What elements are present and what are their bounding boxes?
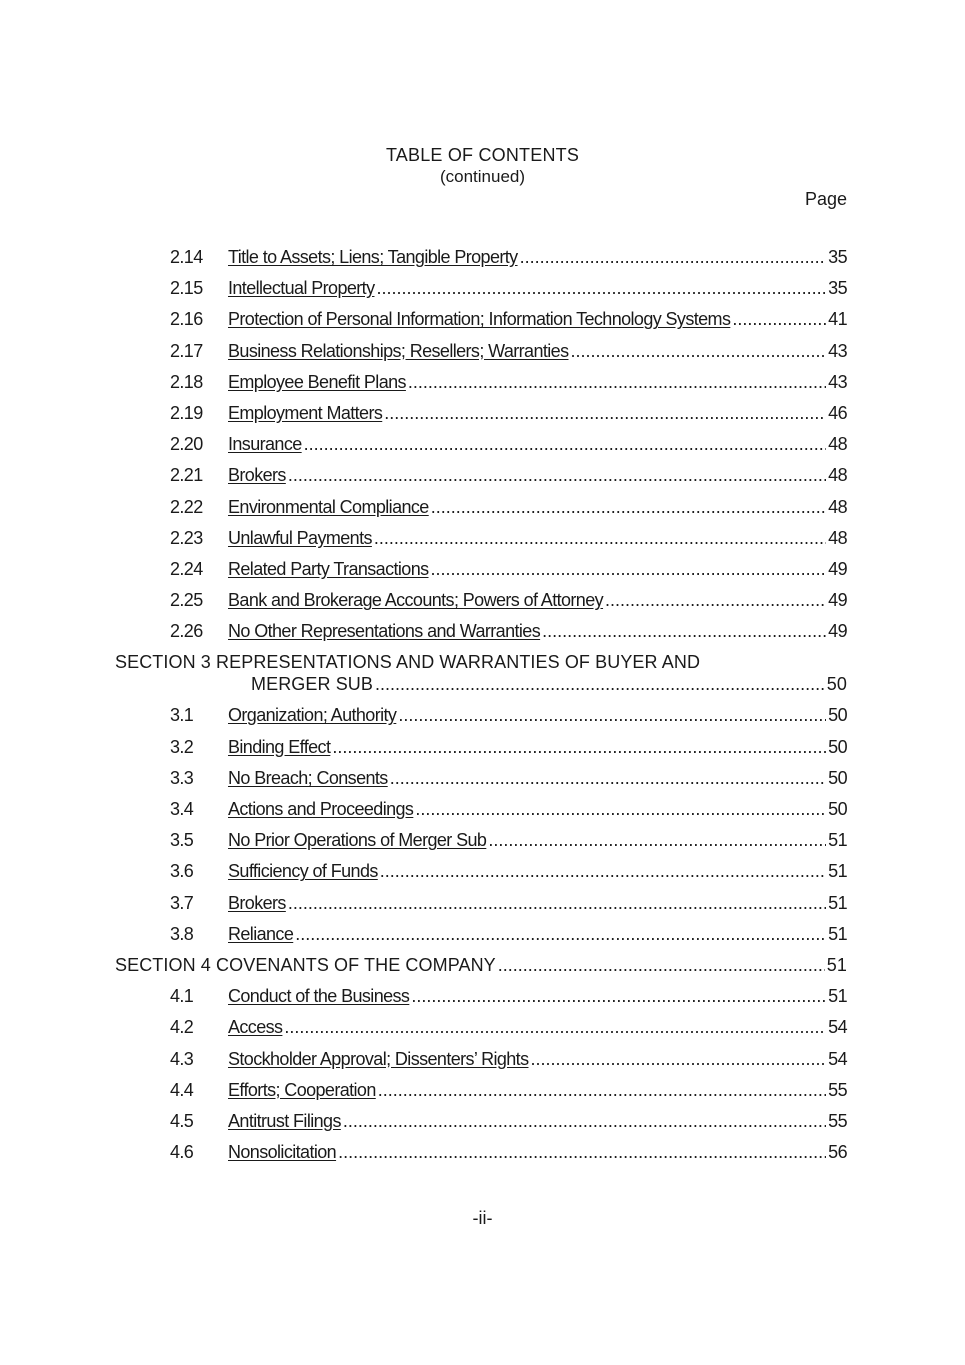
page-column-label: Page [804, 189, 847, 209]
toc-page-number: 55 [828, 1110, 847, 1131]
toc-entry-number: 2.19 [170, 402, 203, 423]
toc-entry [0, 307, 965, 338]
toc-entry-link[interactable]: Related Party Transactions [228, 558, 429, 579]
toc-entry [0, 401, 965, 432]
toc-entry [0, 245, 965, 276]
toc-page-number: 51 [828, 986, 847, 1007]
toc-page-number: 51 [828, 892, 847, 913]
toc-page-number: 50 [826, 674, 847, 695]
toc-page-number: 48 [828, 434, 847, 455]
toc-entry [0, 557, 965, 588]
toc-entry-link[interactable]: Stockholder Approval; Dissenters’ Rights [228, 1048, 529, 1069]
toc-entry-link[interactable]: No Other Representations and Warranties [228, 621, 541, 642]
toc-entry [0, 735, 965, 766]
toc-entry-number: 2.15 [170, 278, 203, 299]
dot-leader [498, 955, 825, 976]
toc-page-number: 48 [828, 496, 847, 517]
toc-entry [0, 891, 965, 922]
dot-leader [488, 830, 826, 851]
dot-leader [338, 1142, 826, 1163]
toc-page-number: 35 [828, 278, 847, 299]
toc-entry-number: 2.17 [170, 340, 203, 361]
dot-leader [431, 497, 826, 518]
toc-group-section-4 [0, 984, 965, 1171]
toc-entry-link[interactable]: Antitrust Filings [228, 1110, 341, 1131]
page-number-footer: -ii- [472, 1208, 493, 1228]
toc-entry [0, 495, 965, 526]
dot-leader [332, 737, 826, 758]
toc-page-number: 49 [828, 558, 847, 579]
dot-leader [380, 861, 826, 882]
toc-page-number: 56 [828, 1142, 847, 1163]
toc-entry-number: 2.23 [170, 527, 203, 548]
toc-entry-link[interactable]: Employment Matters [228, 402, 383, 423]
toc-group-section-3 [0, 703, 965, 953]
dot-leader [304, 434, 827, 455]
toc-entry-link[interactable]: Efforts; Cooperation [228, 1079, 376, 1100]
toc-entry-number: 2.16 [170, 309, 203, 330]
toc-entry [0, 828, 965, 859]
toc-page-number: 50 [828, 799, 847, 819]
toc-entry-number: 2.18 [170, 371, 203, 392]
toc-page-number: 50 [828, 736, 847, 757]
toc-entry-link[interactable]: Organization; Authority [228, 705, 397, 726]
toc-page-number: 49 [828, 590, 847, 611]
toc-entry [0, 370, 965, 401]
dot-leader [605, 590, 826, 611]
toc-page-number: 51 [826, 954, 847, 975]
toc-entry [0, 859, 965, 890]
toc-page-number: 51 [828, 830, 847, 851]
toc-entry-number: 3.5 [170, 830, 194, 851]
toc-page-number: 49 [828, 621, 847, 642]
toc-entry-link[interactable]: Sufficiency of Funds [228, 861, 378, 882]
dot-leader [431, 559, 827, 580]
page-title: TABLE OF CONTENTS [385, 145, 580, 165]
toc-group-section-2 [0, 245, 965, 650]
toc-entry-link[interactable]: No Prior Operations of Merger Sub [228, 830, 487, 851]
dot-leader [295, 924, 826, 945]
toc-page-number: 54 [828, 1048, 847, 1069]
toc-entry-number: 4.5 [170, 1110, 194, 1131]
toc-entry [0, 922, 965, 953]
dot-leader [376, 278, 826, 299]
toc-entry-number: 2.22 [170, 496, 203, 517]
toc-entry [0, 703, 965, 734]
toc-entry-number: 2.21 [170, 465, 203, 486]
toc-section-4-heading[interactable] [0, 953, 965, 984]
toc-entry-number: 3.1 [170, 705, 194, 726]
toc-entry-link[interactable]: Nonsolicitation [228, 1142, 337, 1163]
dot-leader [378, 1080, 826, 1101]
dot-leader [530, 1049, 826, 1070]
toc-entry-number: 4.2 [170, 1017, 194, 1038]
dot-leader [288, 893, 826, 914]
toc-entry [0, 526, 965, 557]
toc-entry-number: 3.7 [170, 892, 194, 913]
toc-entry-number: 2.14 [170, 247, 203, 267]
dot-leader [384, 403, 826, 424]
toc-entry-link[interactable]: Brokers [228, 465, 286, 486]
toc-entry [0, 1140, 965, 1171]
toc-section-3-heading[interactable] [0, 650, 965, 703]
toc-entry-number: 2.20 [170, 434, 203, 455]
toc-entry-link[interactable]: Access [228, 1017, 283, 1038]
toc-entry [0, 797, 965, 828]
toc-page-number: 35 [828, 247, 847, 267]
toc-entry [0, 1015, 965, 1046]
toc-entry-number: 4.4 [170, 1079, 194, 1100]
toc-entry [0, 339, 965, 370]
dot-leader [288, 465, 826, 486]
toc-entry-link[interactable]: No Breach; Consents [228, 767, 388, 788]
toc-entry-number: 3.3 [170, 767, 194, 788]
toc-entry-link[interactable]: Actions and Proceedings [228, 799, 414, 819]
dot-leader [284, 1017, 826, 1038]
page-subtitle: (continued) [439, 167, 526, 186]
toc-entry-link[interactable]: Intellectual Property [228, 278, 375, 299]
toc-entry-number: 3.8 [170, 923, 194, 944]
toc-entry-number: 4.3 [170, 1048, 194, 1069]
toc-entry [0, 1078, 965, 1109]
dot-leader [398, 705, 826, 726]
section-heading-text-cont: MERGER SUB [251, 674, 374, 695]
dot-leader [570, 341, 826, 362]
toc-entry-number: 2.26 [170, 621, 203, 642]
toc-entry [0, 276, 965, 307]
toc-entry-number: 3.6 [170, 861, 194, 882]
toc-page-number: 43 [828, 340, 847, 361]
toc-entry-link[interactable]: Brokers [228, 892, 286, 913]
toc-entry [0, 1109, 965, 1140]
table-of-contents [0, 245, 965, 1171]
toc-page-number: 50 [828, 705, 847, 726]
toc-page-number: 46 [828, 402, 847, 423]
toc-page-number: 51 [828, 923, 847, 944]
toc-page-number: 54 [828, 1017, 847, 1038]
toc-page-number: 50 [828, 767, 847, 788]
toc-entry [0, 463, 965, 494]
toc-entry-number: 2.24 [170, 558, 203, 579]
toc-entry-link[interactable]: Unlawful Payments [228, 527, 372, 548]
toc-entry-link[interactable]: Title to Assets; Liens; Tangible Property [228, 247, 518, 267]
toc-page-number: 51 [828, 861, 847, 882]
section-heading-text: SECTION 3 REPRESENTATIONS AND WARRANTIES OF BUYER AND [115, 652, 701, 673]
dot-leader [375, 674, 825, 695]
toc-entry-link[interactable]: Environmental Compliance [228, 496, 429, 517]
toc-entry [0, 984, 965, 1015]
toc-entry-link[interactable]: Employee Benefit Plans [228, 371, 406, 392]
toc-entry-number: 4.6 [170, 1142, 194, 1163]
dot-leader [390, 768, 826, 789]
dot-leader [542, 621, 826, 642]
dot-leader [415, 799, 826, 820]
toc-entry-link[interactable]: Conduct of the Business [228, 986, 410, 1007]
toc-entry-number: 3.2 [170, 736, 194, 757]
toc-entry [0, 766, 965, 797]
dot-leader [343, 1111, 826, 1132]
toc-entry [0, 432, 965, 463]
toc-entry-link[interactable]: Protection of Personal Information; Information Technology Systems [228, 309, 731, 330]
toc-entry-number: 3.4 [170, 799, 194, 819]
toc-entry-link[interactable]: Binding Effect [228, 736, 331, 757]
dot-leader [374, 528, 826, 549]
dot-leader [408, 372, 826, 393]
dot-leader [520, 247, 827, 268]
toc-page-number: 48 [828, 465, 847, 486]
section-heading-text: SECTION 4 COVENANTS OF THE COMPANY [115, 954, 496, 975]
toc-entry-number: 4.1 [170, 986, 194, 1007]
toc-entry-link[interactable]: Bank and Brokerage Accounts; Powers of Attorney [228, 590, 604, 611]
toc-entry-number: 2.25 [170, 590, 203, 611]
toc-entry-link[interactable]: Reliance [228, 923, 294, 944]
toc-page-number: 48 [828, 527, 847, 548]
toc-entry [0, 619, 965, 650]
toc-entry-link[interactable]: Insurance [228, 434, 302, 455]
toc-page-number: 41 [828, 309, 847, 330]
toc-entry-link[interactable]: Business Relationships; Resellers; Warranties [228, 340, 569, 361]
toc-page-number: 43 [828, 371, 847, 392]
dot-leader [732, 309, 826, 330]
toc-page-number: 55 [828, 1079, 847, 1100]
toc-entry [0, 1047, 965, 1078]
toc-entry [0, 588, 965, 619]
dot-leader [411, 986, 826, 1007]
